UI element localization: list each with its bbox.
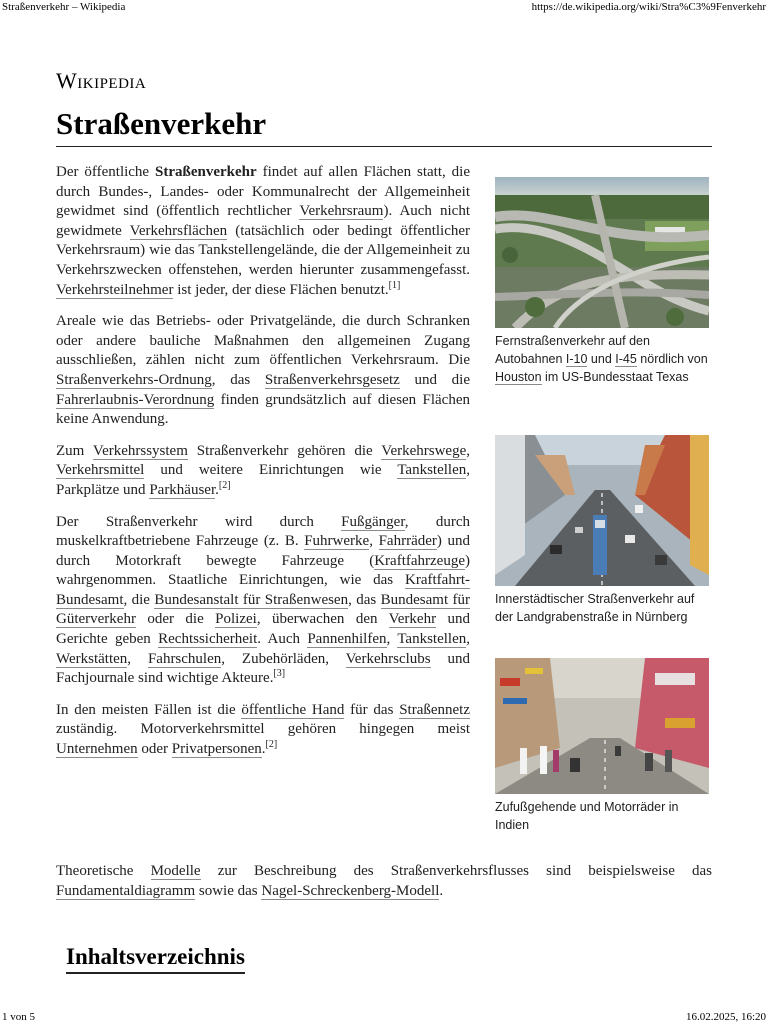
text: .	[261, 741, 266, 758]
link-i-10[interactable]: I-10	[565, 352, 588, 366]
article-body	[56, 163, 470, 772]
text: zur Beschreibung des Straßenverkehrsflusses sind beispielsweise das	[200, 863, 712, 879]
link-polizei[interactable]: Polizei	[215, 611, 257, 628]
text: und	[587, 352, 616, 366]
print-window-title: Straßenverkehr – Wikipedia	[2, 1, 126, 13]
text: ) und durch Motorkraft bewegte Fahrzeuge (	[56, 533, 471, 569]
figure-india-street	[495, 658, 709, 834]
paragraph-1	[56, 163, 470, 300]
text: , Parkplätze und	[56, 462, 470, 498]
link-nagel-schreckenberg[interactable]: Nagel-Schreckenberg-Modell	[261, 882, 440, 899]
bold-term: Straßenverkehr	[155, 164, 257, 180]
text: ,	[466, 631, 470, 648]
link-fahrschulen[interactable]: Fahrschulen	[147, 650, 222, 667]
text: Der öffentliche	[56, 164, 156, 180]
link-stvo[interactable]: Straßenverkehrs-Ordnung	[56, 371, 212, 388]
link-parkhaeuser[interactable]: Parkhäuser	[149, 481, 216, 498]
text: sowie das	[195, 882, 262, 899]
link-verkehrsmittel[interactable]: Verkehrsmittel	[56, 462, 145, 479]
text: , das	[348, 591, 381, 608]
link-houston[interactable]: Houston	[495, 370, 542, 384]
link-fahrraeder[interactable]: Fahrräder	[378, 533, 437, 550]
link-verkehrsflaechen[interactable]: Verkehrsflächen	[129, 222, 228, 239]
link-kba[interactable]: Kraftfahrt-Bundesamt	[56, 572, 470, 608]
text: Zum	[56, 442, 93, 459]
print-header	[0, 0, 768, 14]
link-unternehmen[interactable]: Unternehmen	[56, 741, 138, 758]
text: oder	[137, 741, 172, 758]
text: und die	[399, 371, 471, 388]
photo-india-graphic	[495, 658, 709, 794]
text: , überwachen den	[256, 611, 389, 628]
link-verkehrsteilnehmer[interactable]: Verkehrsteilnehmer	[56, 281, 174, 298]
photo-city-street[interactable]	[495, 435, 709, 586]
reference-2[interactable]: [2]	[218, 479, 231, 491]
print-footer	[0, 1010, 768, 1024]
text: , durch muskelkraftbetriebene Fahrzeuge (z. B.	[56, 513, 470, 550]
text: Areale wie das Betriebs- oder Privatgelände, die durch Schranken oder andere bauliche Maßnahmen den allgemeinen Zugang ausschließen, zählen nicht zum öffentlichen Verkehrsraum. Die	[56, 313, 470, 369]
link-privatpersonen[interactable]: Privatpersonen	[171, 741, 262, 758]
link-pannenhilfen[interactable]: Pannenhilfen	[307, 631, 387, 648]
figure-caption: Innerstädtischer Straßenverkehr auf der Landgrabenstraße in Nürnberg	[495, 592, 695, 624]
text: .	[215, 481, 219, 498]
print-url: https://de.wikipedia.org/wiki/Stra%C3%9Fenverkehr	[531, 1, 766, 13]
text: , das	[211, 371, 265, 388]
text: im US-Bundesstaat Texas	[541, 370, 689, 384]
link-verkehrswege[interactable]: Verkehrswege	[381, 442, 467, 459]
text: und Fachjournale sind wichtige Akteure.	[56, 650, 471, 687]
wikipedia-logo[interactable]: Wikipedia	[56, 68, 147, 93]
text: In den meisten Fällen ist die	[56, 701, 242, 718]
text: Theoretische	[56, 863, 151, 879]
link-verkehrssystem[interactable]: Verkehrssystem	[92, 442, 188, 459]
text: oder die	[135, 611, 216, 628]
article-body-wide	[56, 862, 712, 901]
link-fussgaenger[interactable]: Fußgänger	[341, 513, 405, 530]
text: finden grundsätzlich auf diesen Flächen keine Anwendung.	[56, 391, 470, 428]
text: ist jeder, der diese Flächen benutzt.	[173, 281, 389, 298]
link-tankstellen[interactable]: Tankstellen	[397, 462, 467, 479]
text: und weitere Einrichtungen wie	[144, 462, 398, 479]
text: , Zubehörläden,	[221, 650, 346, 667]
text: .	[439, 882, 444, 899]
paragraph-3	[56, 442, 470, 501]
text: ,	[127, 650, 148, 667]
text: ,	[386, 631, 398, 648]
text: . Auch	[257, 631, 308, 648]
link-stvg[interactable]: Straßenverkehrsgesetz	[264, 371, 400, 388]
reference-2b[interactable]: [2]	[265, 739, 278, 751]
print-page-counter: 1 von 5	[2, 1011, 35, 1023]
paragraph-5	[56, 701, 470, 760]
figure-caption: Zufußgehende und Motorräder in Indien	[495, 800, 679, 832]
photo-city-graphic	[495, 435, 709, 586]
text: ,	[369, 533, 379, 550]
link-werkstaetten[interactable]: Werkstätten	[56, 650, 128, 667]
link-fundamentaldiagramm[interactable]: Fundamentaldiagramm	[56, 882, 196, 899]
text: für das	[344, 701, 400, 718]
text: ) wahrgenommen. Staatliche Einrichtungen, wie das	[56, 552, 470, 589]
link-oeffentliche-hand[interactable]: öffentliche Hand	[241, 701, 345, 718]
text: Straßenverkehr gehören die	[187, 442, 382, 459]
link-strassennetz[interactable]: Straßennetz	[399, 701, 470, 718]
link-fuhrwerke[interactable]: Fuhrwerke	[304, 533, 370, 550]
link-modelle[interactable]: Modelle	[150, 863, 201, 879]
photo-highway-graphic	[495, 177, 709, 328]
reference-1[interactable]: [1]	[388, 279, 401, 291]
text: ,	[466, 442, 470, 459]
link-rechtssicherheit[interactable]: Rechtssicherheit	[158, 631, 258, 648]
text: Der Straßenverkehr wird durch	[56, 513, 342, 530]
text: zuständig. Motorverkehrsmittel gehören hingegen meist	[56, 721, 470, 738]
text: Fernstraßenverkehr auf den Autobahnen	[495, 334, 650, 366]
toc-heading: Inhaltsverzeichnis	[66, 944, 245, 974]
figure-highway	[495, 177, 709, 386]
link-verkehr[interactable]: Verkehr	[388, 611, 437, 628]
text: nördlich von	[636, 352, 708, 366]
link-verkehrsraum[interactable]: Verkehrsraum	[299, 203, 384, 220]
figure-caption	[495, 332, 709, 386]
text: ). Auch nicht gewidmete	[56, 203, 470, 239]
figure-city-street	[495, 435, 709, 626]
link-verkehrsclubs[interactable]: Verkehrsclubs	[345, 650, 431, 667]
print-datetime: 16.02.2025, 16:20	[685, 1011, 766, 1023]
text: , die	[123, 591, 155, 608]
paragraph-4	[56, 513, 470, 689]
page-title: Straßenverkehr	[56, 106, 712, 147]
paragraph-6	[56, 862, 712, 901]
photo-highway-interchange[interactable]	[495, 177, 709, 328]
link-fev[interactable]: Fahrerlaubnis-Verordnung	[56, 391, 215, 408]
link-tankstellen-2[interactable]: Tankstellen	[397, 631, 467, 648]
link-bag[interactable]: Bundesamt für Güterverkehr	[56, 591, 470, 628]
link-kraftfahrzeuge[interactable]: Kraftfahrzeuge	[374, 552, 465, 569]
text: und Gerichte geben	[56, 611, 470, 648]
link-i-45[interactable]: I-45	[615, 352, 637, 366]
text: findet auf allen Flächen statt, die durch Bundes-, Landes- oder Kommunalrecht der Allgemeinheit gewidmet sind (öffentlich rechtlicher	[56, 164, 470, 220]
link-bast[interactable]: Bundesanstalt für Straßenwesen	[154, 591, 349, 608]
reference-3[interactable]: [3]	[273, 668, 286, 680]
text: (tatsächlich oder bedingt öffentlicher Verkehrsraum) wie das Tankstellengelände, die der Allgemeinheit zu Verkehrszwecken offenstehen, werden hierunter zusammengefasst.	[56, 222, 471, 278]
photo-india-street[interactable]	[495, 658, 709, 794]
paragraph-2	[56, 312, 470, 430]
